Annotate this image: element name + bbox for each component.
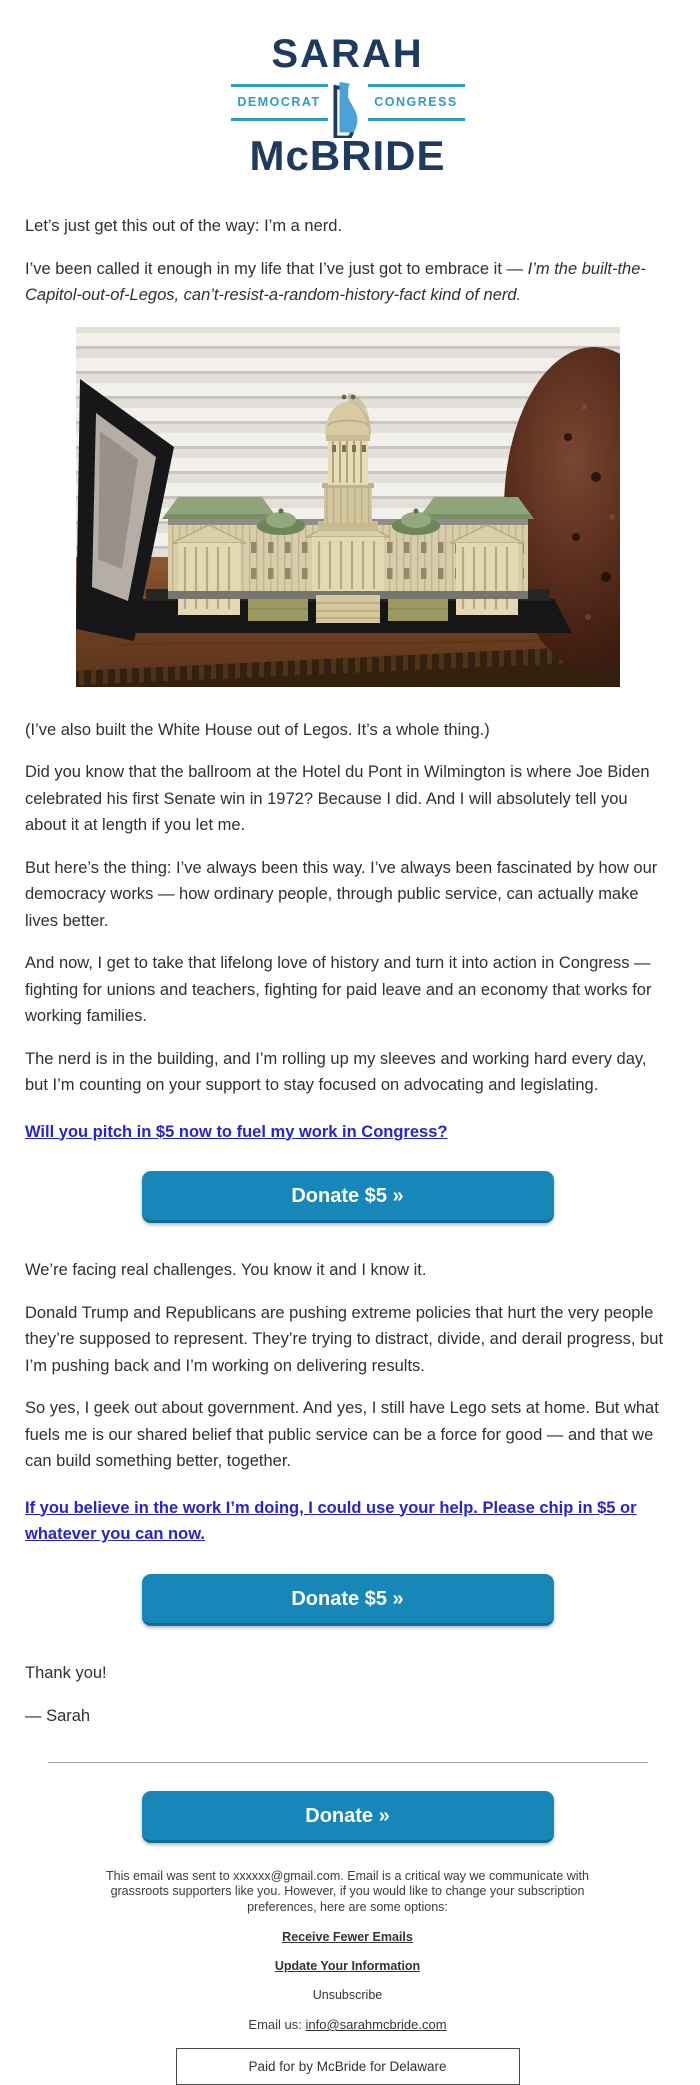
paragraph-intro: Let’s just get this out of the way: I’m a nerd.	[25, 213, 670, 240]
logo-last-name: McBRIDE	[208, 133, 488, 179]
lego-capitol-photo	[76, 327, 620, 687]
paragraph-nerd-normal: I’ve been called it enough in my life that I’ve just got to embrace it —	[25, 260, 528, 278]
paragraph-democracy: But here’s the thing: I’ve always been this way. I’ve always been fascinated by how our democracy works — how ordinary people, through public service, can actually make lives better.	[25, 855, 670, 935]
paragraph-challenges: We’re facing real challenges. You know it and I know it.	[25, 1257, 670, 1284]
pitch-in-5-link[interactable]: Will you pitch in $5 now to fuel my work in Congress?	[25, 1119, 670, 1146]
receive-fewer-emails-link[interactable]: Receive Fewer Emails	[25, 1930, 670, 1944]
email-us-label: Email us:	[248, 2017, 305, 2032]
paragraph-congress-action: And now, I get to take that lifelong love of history and turn it into action in Congress — fighting for unions and teachers, fighting for paid leave and an economy that works for working families.	[25, 950, 670, 1030]
donate-button-footer[interactable]: Donate »	[142, 1791, 554, 1843]
email-footer	[25, 1869, 670, 2085]
chip-in-5-link[interactable]: If you believe in the work I’m doing, I could use your help. Please chip in $5 or whatever you can now.	[25, 1495, 670, 1548]
paragraph-nerd-in-building: The nerd is in the building, and I’m rolling up my sleeves and working hard every day, but I’m counting on your support to stay focused on advocating and legislating.	[25, 1046, 670, 1099]
paragraph-white-house: (I’ve also built the White House out of Legos. It’s a whole thing.)	[25, 717, 670, 744]
donate-5-button-bottom[interactable]: Donate $5 »	[142, 1574, 554, 1626]
paragraph-trump-republicans: Donald Trump and Republicans are pushing extreme policies that hurt the very people they’re supposed to represent. They’re trying to distract, divide, and derail progress, but I’m pushing back and I’m working on delivering results.	[25, 1300, 670, 1380]
paragraph-nerd-italic: I’m the built-the-Capitol-out-of-Legos, can’t-resist-a-random-history-fact kind of nerd.	[25, 260, 646, 305]
paragraph-hotel-du-pont: Did you know that the ballroom at the Hotel du Pont in Wilmington is where Joe Biden celebrated his first Senate win in 1972? Because I did. And I will absolutely tell you about it at length if you let me.	[25, 759, 670, 839]
paragraph-geek-out: So yes, I geek out about government. And yes, I still have Lego sets at home. But what fuels me is our shared belief that public service can be a force for good — and that we can build something better, together.	[25, 1395, 670, 1475]
logo-mid-row	[208, 77, 488, 127]
donate-5-button-top[interactable]: Donate $5 »	[142, 1171, 554, 1223]
logo-first-name: SARAH	[208, 32, 488, 76]
paragraph-nerd	[25, 256, 670, 309]
logo-congress-label: CONGRESS	[368, 84, 465, 121]
email-us-row	[25, 2017, 670, 2032]
logo-democrat-label: DEMOCRAT	[231, 84, 328, 121]
signature-text: — Sarah	[25, 1703, 670, 1730]
unsubscribe-link[interactable]: Unsubscribe	[25, 1988, 670, 2002]
paid-for-disclaimer-box: Paid for by McBride for Delaware	[176, 2048, 520, 2085]
delaware-state-icon	[331, 80, 365, 138]
thank-you-text: Thank you!	[25, 1660, 670, 1687]
contact-email-link[interactable]: info@sarahmcbride.com	[305, 2017, 446, 2032]
subscription-disclaimer: This email was sent to xxxxxx@gmail.com. Email is a critical way we communicate with grassroots supporters like you. However, if you would like to change your subscription preferences, here are some options:	[95, 1869, 600, 1916]
footer-divider	[48, 1762, 648, 1763]
update-your-information-link[interactable]: Update Your Information	[25, 1959, 670, 1973]
campaign-logo	[208, 32, 488, 179]
